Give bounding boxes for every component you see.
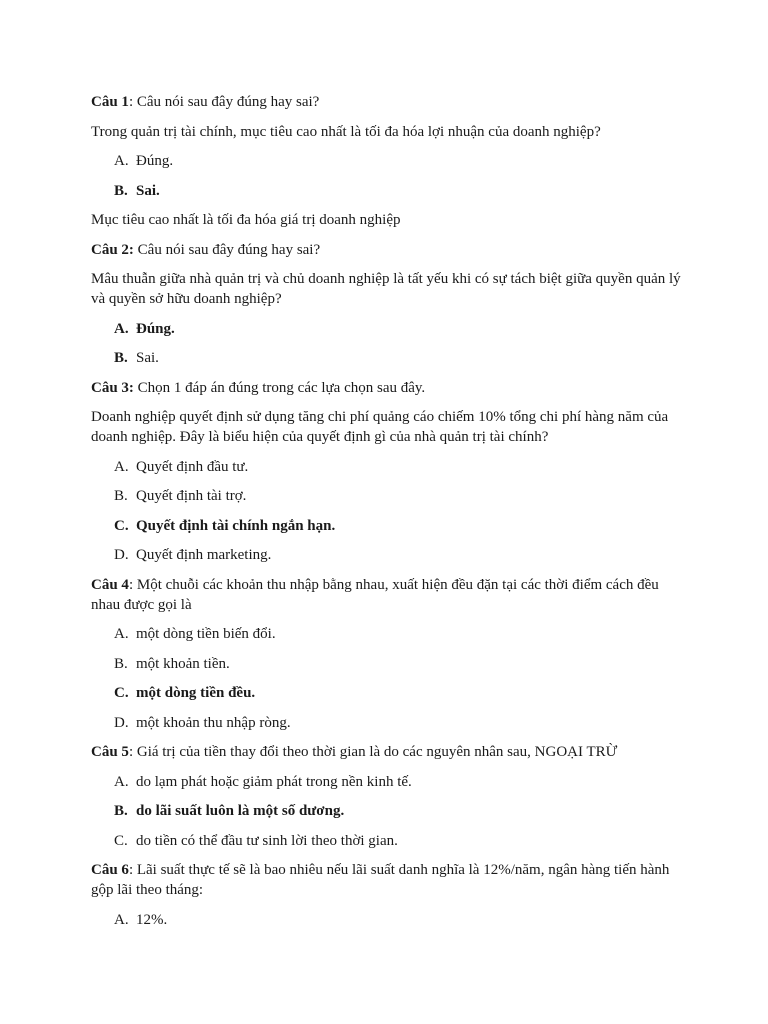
option-text: do lãi suất luôn là một số dương. bbox=[136, 803, 345, 819]
option-letter: C. bbox=[114, 832, 128, 849]
option-letter: D. bbox=[114, 714, 129, 731]
question-2-option-b bbox=[91, 348, 681, 368]
question-4-option-c-correct bbox=[91, 683, 681, 703]
option-letter: A. bbox=[114, 320, 129, 337]
option-text: Quyết định tài trợ. bbox=[136, 488, 247, 504]
option-text: một khoản thu nhập ròng. bbox=[136, 714, 291, 731]
option-letter: C. bbox=[114, 685, 129, 701]
option-letter: B. bbox=[114, 655, 128, 672]
option-letter: A. bbox=[114, 773, 129, 790]
question-1-option-a bbox=[91, 151, 681, 171]
option-text: Quyết định marketing. bbox=[136, 547, 272, 563]
question-3-header bbox=[91, 378, 681, 398]
option-text: do tiền có thể đầu tư sinh lời theo thời gian. bbox=[136, 832, 398, 849]
question-1-label: Câu 1 bbox=[91, 94, 129, 110]
question-6-separator: : bbox=[128, 862, 137, 878]
option-letter: A. bbox=[114, 153, 129, 169]
question-4-option-a bbox=[91, 624, 681, 644]
option-letter: B. bbox=[114, 350, 128, 366]
question-2-label: Câu 2: bbox=[91, 241, 134, 258]
option-text: một khoản tiền. bbox=[136, 655, 230, 672]
option-text: Đúng. bbox=[136, 320, 175, 337]
question-6-header bbox=[91, 860, 681, 900]
question-4-separator: : bbox=[128, 576, 137, 593]
question-5-option-c bbox=[91, 831, 681, 851]
option-text: một dòng tiền biến đổi. bbox=[136, 626, 276, 642]
question-4-option-d bbox=[91, 713, 681, 733]
question-1-explanation: Mục tiêu cao nhất là tối đa hóa giá trị doanh nghiệp bbox=[91, 212, 401, 228]
question-3-option-d bbox=[91, 545, 681, 565]
question-6-intro: Lãi suất thực tế sẽ là bao nhiêu nếu lãi suất danh nghĩa là 12%/năm, ngân hàng tiến hành gộp lãi theo tháng: bbox=[91, 862, 670, 898]
option-text: một dòng tiền đều. bbox=[136, 685, 256, 701]
question-2-option-a-correct bbox=[91, 319, 681, 339]
option-letter: B. bbox=[114, 182, 128, 199]
option-text: Quyết định tài chính ngắn hạn. bbox=[136, 517, 336, 534]
question-1-separator: : bbox=[128, 94, 137, 110]
document-body bbox=[91, 92, 681, 939]
question-5-separator: : bbox=[128, 744, 137, 760]
question-4-option-b bbox=[91, 654, 681, 674]
option-letter: D. bbox=[114, 547, 129, 563]
question-1-intro: Câu nói sau đây đúng hay sai? bbox=[136, 94, 320, 110]
question-3-label: Câu 3: bbox=[91, 379, 134, 396]
option-text: Sai. bbox=[136, 182, 160, 199]
option-letter: B. bbox=[114, 803, 128, 819]
question-1-option-b-correct bbox=[91, 181, 681, 201]
option-letter: C. bbox=[114, 517, 129, 534]
option-text: Đúng. bbox=[136, 153, 174, 169]
option-letter: A. bbox=[114, 626, 129, 642]
option-letter: A. bbox=[114, 458, 129, 475]
option-text: 12%. bbox=[136, 911, 168, 928]
question-3-intro: Chọn 1 đáp án đúng trong các lựa chọn sau đây. bbox=[137, 379, 426, 396]
question-5-option-a bbox=[91, 772, 681, 792]
question-2-stem: Mâu thuẫn giữa nhà quản trị và chủ doanh nghiệp là tất yếu khi có sự tách biệt giữa quyền quản lý và quyền sở hữu doanh nghiệp? bbox=[91, 271, 681, 307]
question-4-header bbox=[91, 575, 681, 615]
question-3-option-a bbox=[91, 457, 681, 477]
option-letter: B. bbox=[114, 488, 128, 504]
question-2-header bbox=[91, 240, 681, 260]
question-5-header bbox=[91, 742, 681, 762]
question-3-option-c-correct bbox=[91, 516, 681, 536]
question-2-intro: Câu nói sau đây đúng hay sai? bbox=[137, 241, 321, 258]
question-1-header bbox=[91, 92, 681, 112]
question-1-stem: Trong quản trị tài chính, mục tiêu cao nhất là tối đa hóa lợi nhuận của doanh nghiệp? bbox=[91, 123, 601, 140]
question-4-label: Câu 4 bbox=[91, 576, 129, 593]
question-3-stem: Doanh nghiệp quyết định sử dụng tăng chi phí quảng cáo chiếm 10% tổng chi phí hàng năm của doanh nghiệp. Đây là biểu hiện của quyết định gì của nhà quản trị tài chính? bbox=[91, 409, 669, 445]
question-6-label: Câu 6 bbox=[91, 862, 129, 878]
option-text: do lạm phát hoặc giảm phát trong nền kinh tế. bbox=[136, 773, 412, 790]
option-letter: A. bbox=[114, 911, 129, 928]
question-5-label: Câu 5 bbox=[91, 744, 129, 760]
option-text: Quyết định đầu tư. bbox=[136, 458, 249, 475]
option-text: Sai. bbox=[136, 350, 159, 366]
question-6-option-a bbox=[91, 910, 681, 930]
question-5-option-b-correct bbox=[91, 801, 681, 821]
question-5-intro: Giá trị của tiền thay đổi theo thời gian là do các nguyên nhân sau, NGOẠI TRỪ bbox=[136, 744, 618, 760]
question-4-intro: Một chuỗi các khoản thu nhập bằng nhau, xuất hiện đều đặn tại các thời điểm cách đều nhau được gọi là bbox=[91, 576, 659, 613]
question-3-option-b bbox=[91, 486, 681, 506]
